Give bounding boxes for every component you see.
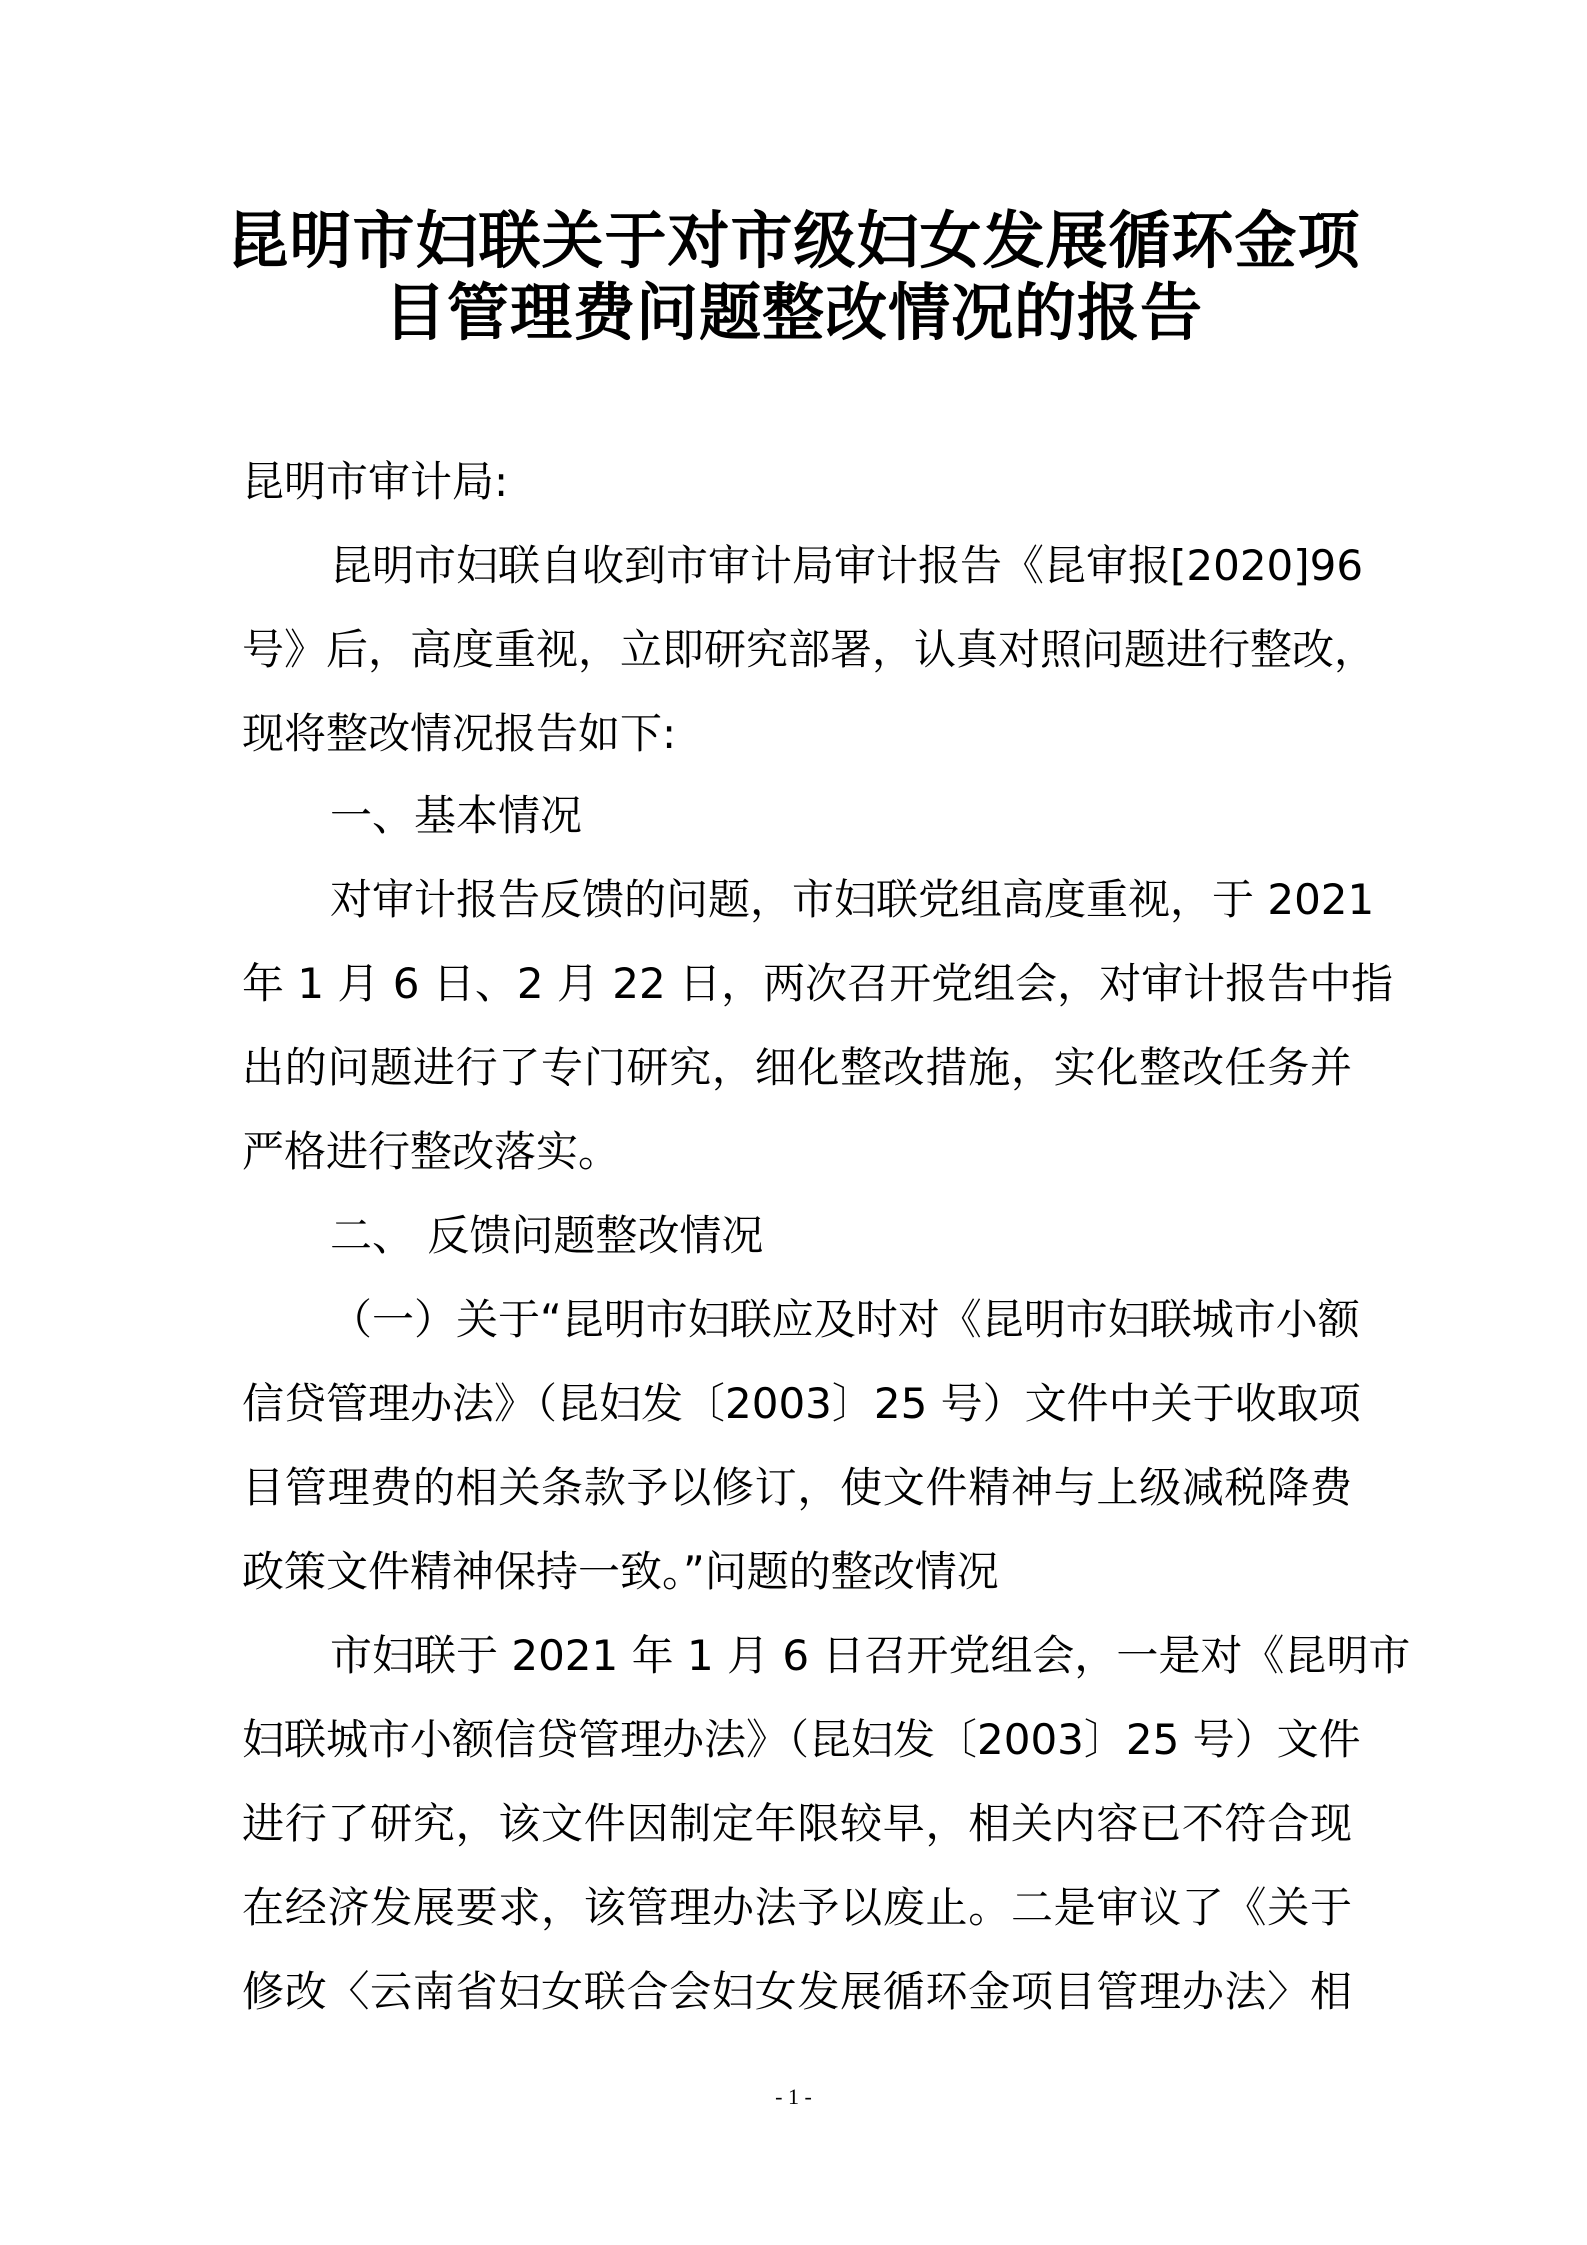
body-line-5: 修改〈云南省妇女联合会妇女发展循环金项目管理办法〉相: [242, 1967, 1352, 2016]
subsection-1-line-4: 政策文件精神保持一致。”问题的整改情况: [242, 1547, 999, 1596]
section-1-line-3: 出的问题进行了专门研究，细化整改措施，实化整改任务并: [242, 1043, 1352, 1092]
salutation: 昆明市审计局:: [242, 457, 509, 506]
document-title-line-1: 昆明市妇联关于对市级妇女发展循环金项: [226, 204, 1361, 277]
document-title-line-2: 目管理费问题整改情况的报告: [383, 276, 1203, 349]
section-1-line-1: 对审计报告反馈的问题，市妇联党组高度重视，于 2021: [330, 875, 1375, 924]
body-line-2: 妇联城市小额信贷管理办法》（昆妇发〔2003〕25 号）文件: [242, 1715, 1361, 1764]
section-1-line-4: 严格进行整改落实。: [242, 1127, 621, 1176]
section-2-heading: 二、 反馈问题整改情况: [330, 1211, 764, 1260]
intro-line-2: 号》后，高度重视，立即研究部署，认真对照问题进行整改，: [242, 625, 1377, 674]
subsection-1-line-2: 信贷管理办法》（昆妇发〔2003〕25 号）文件中关于收取项: [242, 1379, 1361, 1428]
section-1-heading: 一、基本情况: [330, 791, 583, 840]
body-line-4: 在经济发展要求，该管理办法予以废止。二是审议了《关于: [242, 1883, 1352, 1932]
body-line-3: 进行了研究，该文件因制定年限较早，相关内容已不符合现: [242, 1799, 1352, 1848]
intro-line-3: 现将整改情况报告如下:: [242, 709, 677, 758]
section-1-line-2: 年 1 月 6 日、2 月 22 日，两次召开党组会，对审计报告中指: [242, 959, 1394, 1008]
intro-line-1: 昆明市妇联自收到市审计局审计报告《昆审报[2020]96: [330, 541, 1364, 590]
subsection-1-line-3: 目管理费的相关条款予以修订，使文件精神与上级减税降费: [242, 1463, 1352, 1512]
body-line-1: 市妇联于 2021 年 1 月 6 日召开党组会，一是对《昆明市: [330, 1631, 1411, 1680]
page-number: - 1 -: [775, 2084, 812, 2109]
subsection-1-line-1: （一）关于“昆明市妇联应及时对《昆明市妇联城市小额: [330, 1295, 1360, 1344]
